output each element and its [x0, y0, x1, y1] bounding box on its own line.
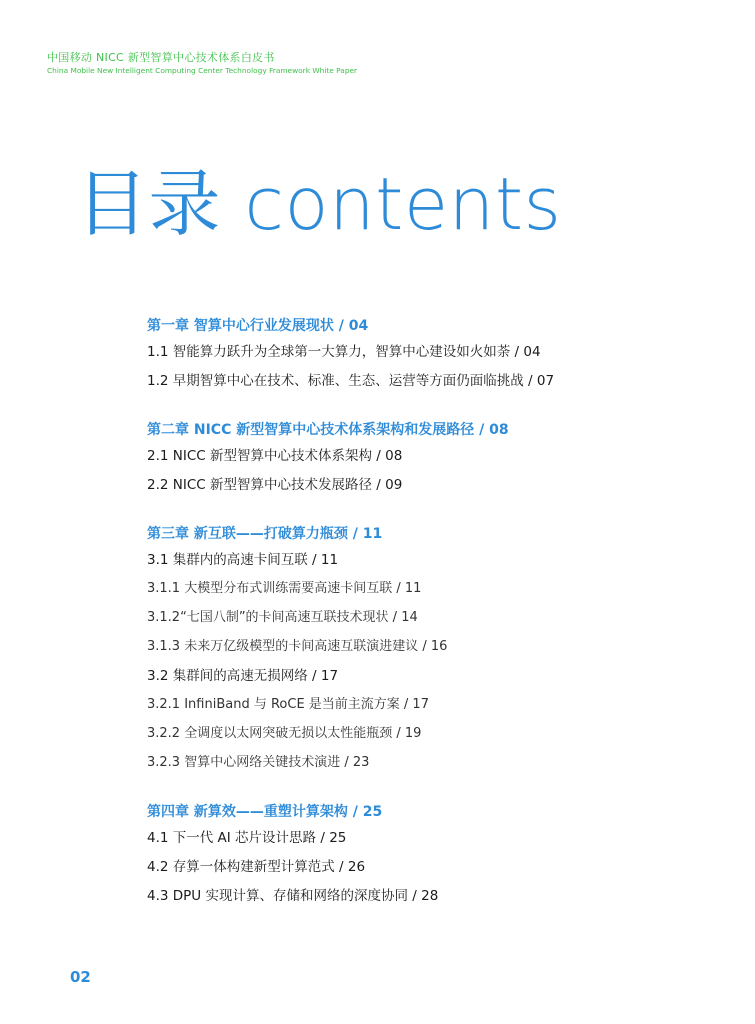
toc-entry[interactable]: 1.2 早期智算中心在技术、标准、生态、运营等方面仍面临挑战 / 07: [147, 373, 555, 389]
document-header: [47, 51, 357, 76]
toc-entry[interactable]: 4.2 存算一体构建新型计算范式 / 26: [147, 859, 366, 875]
toc-chapter-3: [147, 523, 707, 781]
toc-entry[interactable]: 2.2 NICC 新型智算中心技术发展路径 / 09: [147, 477, 403, 493]
table-of-contents: [147, 315, 707, 934]
chapter-title[interactable]: 第二章 NICC 新型智算中心技术体系架构和发展路径 / 08: [147, 422, 509, 438]
chapter-title[interactable]: 第一章 智算中心行业发展现状 / 04: [147, 318, 369, 334]
toc-chapter-1: [147, 315, 707, 399]
toc-subentry[interactable]: 3.2.1 InfiniBand 与 RoCE 是当前主流方案 / 17: [147, 697, 429, 712]
toc-entry[interactable]: 1.1 智能算力跃升为全球第一大算力，智算中心建设如火如荼 / 04: [147, 344, 541, 360]
chapter-title[interactable]: 第三章 新互联——打破算力瓶颈 / 11: [147, 526, 383, 542]
page-number: 02: [70, 968, 91, 986]
toc-subentry[interactable]: 3.1.1 大模型分布式训练需要高速卡间互联 / 11: [147, 581, 422, 596]
header-title-en: China Mobile New Intelligent Computing Center Technology Framework White Paper: [47, 66, 358, 75]
header-title-cn: 中国移动 NICC 新型智算中心技术体系白皮书: [47, 51, 275, 64]
toc-subentry[interactable]: 3.1.3 未来万亿级模型的卡间高速互联演进建议 / 16: [147, 639, 448, 654]
page-title: 目录 contents: [76, 162, 562, 246]
toc-entry[interactable]: 3.1 集群内的高速卡间互联 / 11: [147, 552, 339, 568]
toc-subentry[interactable]: 3.2.2 全调度以太网突破无损以太性能瓶颈 / 19: [147, 726, 422, 741]
toc-entry[interactable]: 4.1 下一代 AI 芯片设计思路 / 25: [147, 830, 347, 846]
toc-entry[interactable]: 3.2 集群间的高速无损网络 / 17: [147, 668, 339, 684]
toc-chapter-4: [147, 801, 707, 914]
chapter-title[interactable]: 第四章 新算效——重塑计算架构 / 25: [147, 804, 383, 820]
toc-chapter-2: [147, 419, 707, 503]
toc-subentry[interactable]: 3.2.3 智算中心网络关键技术演进 / 23: [147, 755, 370, 770]
toc-entry[interactable]: 2.1 NICC 新型智算中心技术体系架构 / 08: [147, 448, 403, 464]
toc-entry[interactable]: 4.3 DPU 实现计算、存储和网络的深度协同 / 28: [147, 888, 439, 904]
toc-subentry[interactable]: 3.1.2“七国八制”的卡间高速互联技术现状 / 14: [147, 610, 418, 625]
